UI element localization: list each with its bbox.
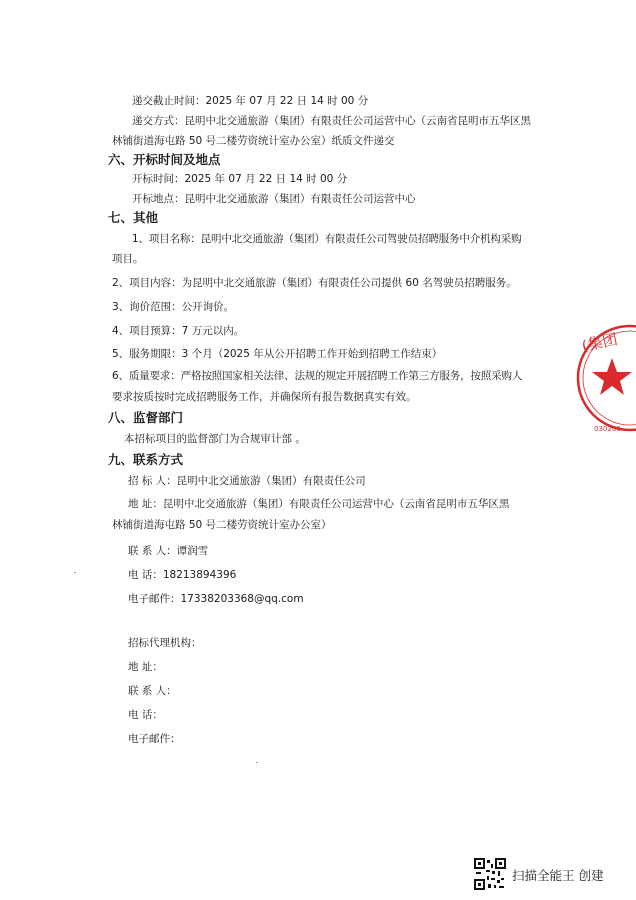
item1-line2: 项目。	[112, 253, 144, 265]
item6-line2: 要求按质按时完成招聘服务工作，并确保所有报告数据真实有效。	[112, 391, 417, 403]
contact-phone: 电 话：18213894396	[128, 569, 237, 581]
item6-line1: 6、质量要求：严格按照国家相关法律、法规的规定开展招聘工作第三方服务，按照采购人	[112, 370, 523, 382]
item2: 2、项目内容：为昆明中北交通旅游（集团）有限责任公司提供 60 名驾驶员招聘服务。	[112, 277, 517, 289]
agency-phone: 电 话：	[128, 709, 163, 721]
submission-method-line2: 林铺街道海屯路 50 号二楼劳资统计室办公室）纸质文件递交	[112, 135, 395, 147]
contact-email: 电子邮件：17338203368@qq.com	[128, 593, 304, 605]
official-seal	[568, 316, 636, 436]
item3: 3、询价范围：公开询价。	[112, 301, 235, 313]
scan-speck	[74, 572, 76, 573]
address-line1: 地 址：昆明中北交通旅游（集团）有限责任公司运营中心（云南省昆明市五华区黑	[128, 498, 510, 510]
section-7-heading: 七、其他	[108, 210, 159, 225]
scanner-watermark: 扫描全能王 创建	[512, 868, 604, 883]
contact-person: 联 系 人：谭润雪	[128, 545, 209, 557]
section-9-heading: 九、联系方式	[108, 452, 184, 467]
section-8-heading: 八、监督部门	[108, 410, 184, 425]
submission-method-line1: 递交方式：昆明中北交通旅游（集团）有限责任公司运营中心（云南省昆明市五华区黑	[132, 115, 531, 127]
agency-address: 地 址：	[128, 661, 163, 673]
star-icon	[592, 358, 632, 395]
item1-line1: 1、项目名称：昆明中北交通旅游（集团）有限责任公司驾驶员招聘服务中介机构采购	[132, 233, 522, 245]
qr-code-icon	[474, 858, 506, 890]
agency-email: 电子邮件：	[128, 733, 181, 745]
item5: 5、服务期限：3 个月（2025 年从公开招聘工作开始到招聘工作结束）	[112, 348, 443, 360]
address-line2: 林铺街道海屯路 50 号二楼劳资统计室办公室）	[112, 519, 332, 531]
opening-place: 开标地点：昆明中北交通旅游（集团）有限责任公司运营中心	[132, 193, 416, 205]
scan-speck	[256, 762, 258, 763]
item4: 4、项目预算：7 万元以内。	[112, 325, 245, 337]
submission-deadline: 递交截止时间：2025 年 07 月 22 日 14 时 00 分	[132, 95, 369, 107]
tenderer: 招 标 人：昆明中北交通旅游（集团）有限责任公司	[128, 475, 366, 487]
seal-text-top: (集团	[580, 330, 620, 356]
supervision-text: 本招标项目的监督部门为合规审计部 。	[124, 433, 306, 445]
opening-time: 开标时间：2025 年 07 月 22 日 14 时 00 分	[132, 173, 348, 185]
agency-contact: 联 系 人：	[128, 685, 177, 697]
agency-title: 招标代理机构：	[128, 637, 202, 649]
section-6-heading: 六、开标时间及地点	[108, 152, 221, 167]
seal-code: 030200	[594, 425, 621, 433]
